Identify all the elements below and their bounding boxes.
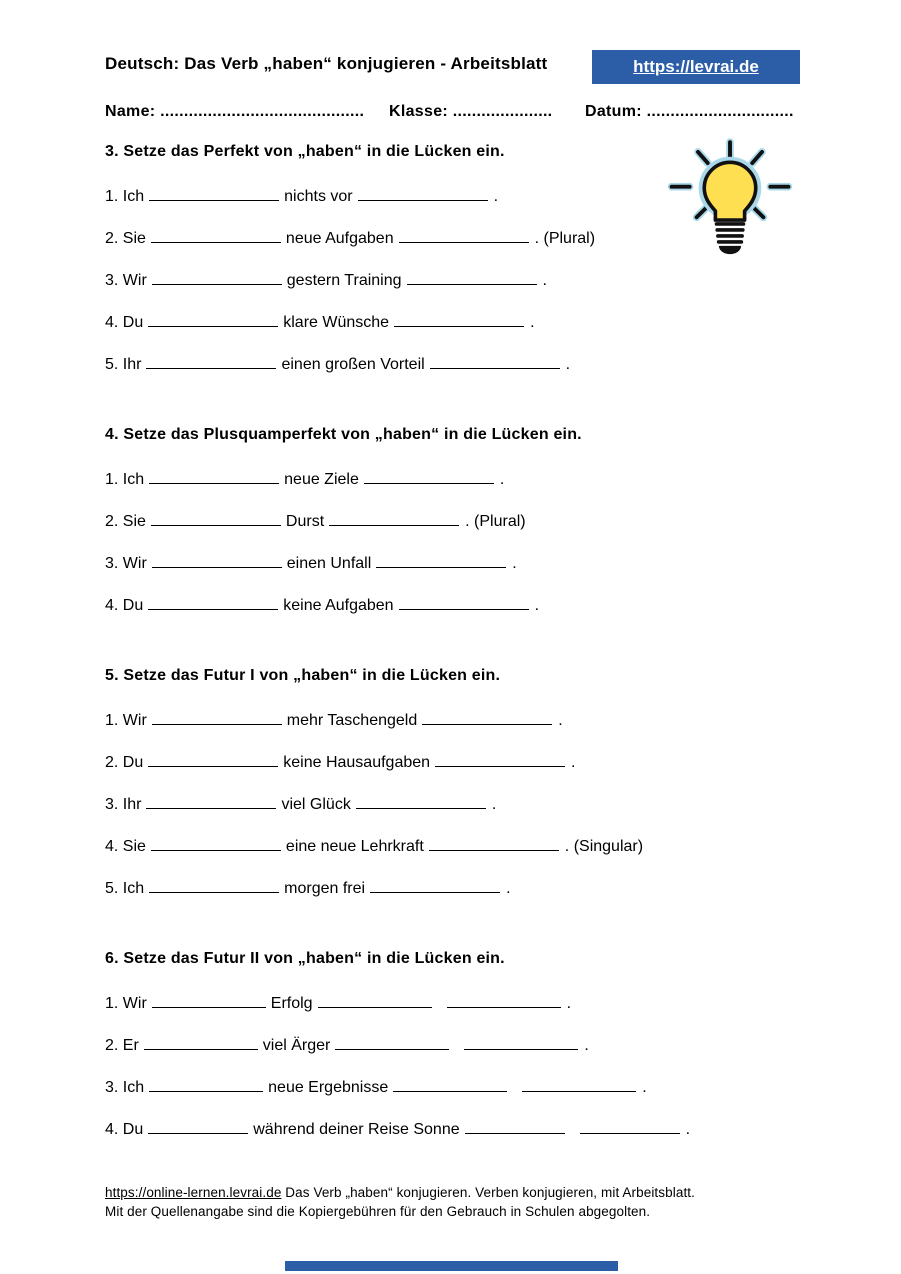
item-object-text: neue Ergebnisse	[268, 1079, 389, 1096]
header-link-box[interactable]	[592, 50, 800, 84]
item-subject: 3. Wir	[105, 555, 147, 572]
item-subject: 5. Ich	[105, 880, 145, 897]
fill-in-blank	[580, 1118, 680, 1134]
section-heading: 5. Setze das Futur I von „haben“ in die Lücken ein.	[105, 667, 501, 684]
item-object-text: Erfolg	[270, 995, 313, 1012]
fill-in-blank	[364, 468, 494, 484]
item-object-text: viel Glück	[281, 796, 351, 813]
item-object-text: neue Aufgaben	[285, 230, 394, 247]
item-end-text: .	[530, 314, 535, 331]
item-subject: 3. Wir	[105, 272, 147, 289]
item-object-text: Durst	[285, 513, 325, 530]
header-link[interactable]: https://levrai.de	[633, 57, 759, 76]
exercise-item	[105, 751, 805, 793]
klasse-field	[389, 103, 552, 121]
exercise-section	[105, 950, 805, 1160]
exercise-section	[105, 426, 805, 636]
klasse-label: Klasse:	[389, 103, 449, 120]
item-end-text: .	[565, 356, 571, 373]
fill-in-blank	[152, 269, 282, 285]
item-end-text: .	[499, 471, 505, 488]
item-subject: 2. Du	[105, 754, 144, 771]
exercise-sections	[105, 143, 805, 1160]
lightbulb-icon	[660, 138, 800, 266]
item-end-text: .	[506, 880, 511, 897]
name-field	[105, 103, 364, 121]
item-subject: 2. Er	[105, 1037, 139, 1054]
exercise-item	[105, 709, 805, 751]
klasse-dotted-line: .....................	[452, 103, 553, 120]
item-object-text: morgen frei	[284, 880, 366, 897]
item-end-text: . (Singular)	[564, 838, 644, 855]
section-heading: 6. Setze das Futur II von „haben“ in die Lücken ein.	[105, 950, 505, 967]
fill-in-blank	[430, 353, 560, 369]
item-end-text: .	[493, 188, 499, 205]
item-subject: 2. Sie	[105, 230, 146, 247]
item-end-text: .	[571, 754, 576, 771]
item-subject: 4. Sie	[105, 838, 146, 855]
fill-in-blank	[399, 227, 529, 243]
exercise-item	[105, 269, 805, 311]
bottom-accent-bar	[285, 1261, 618, 1271]
fill-in-blank	[152, 552, 282, 568]
fill-in-blank	[394, 311, 524, 327]
fill-in-blank	[149, 185, 279, 201]
fill-in-blank	[148, 311, 278, 327]
fill-in-blank	[335, 1034, 449, 1050]
fill-in-blank	[358, 185, 488, 201]
item-subject: 1. Wir	[105, 712, 147, 729]
exercise-item	[105, 793, 805, 835]
exercise-item	[105, 835, 805, 877]
fill-in-blank	[465, 1118, 565, 1134]
fill-in-blank	[144, 1034, 258, 1050]
fill-in-blank	[522, 1076, 636, 1092]
fill-in-blank	[149, 1076, 263, 1092]
item-object-text: keine Hausaufgaben	[283, 754, 431, 771]
exercise-item	[105, 992, 805, 1034]
footer-line1	[105, 1183, 825, 1202]
fill-in-blank	[393, 1076, 507, 1092]
exercise-item	[105, 1034, 805, 1076]
item-object-text: viel Ärger	[262, 1037, 331, 1054]
exercise-item	[105, 877, 805, 919]
exercise-section	[105, 667, 805, 919]
item-end-text: .	[584, 1037, 589, 1054]
fill-in-blank	[148, 594, 278, 610]
fill-in-blank	[152, 992, 266, 1008]
item-subject: 3. Ich	[105, 1079, 145, 1096]
item-object-text: gestern Training	[286, 272, 402, 289]
student-info-row	[0, 103, 901, 127]
fill-in-blank	[435, 751, 565, 767]
item-subject: 5. Ihr	[105, 356, 142, 373]
item-object-text: keine Aufgaben	[283, 597, 394, 614]
fill-in-blank	[376, 552, 506, 568]
fill-in-blank	[464, 1034, 578, 1050]
footer	[105, 1183, 825, 1221]
item-subject: 4. Du	[105, 1121, 144, 1138]
item-object-text: während deiner Reise Sonne	[253, 1121, 460, 1138]
exercise-item	[105, 468, 805, 510]
exercise-item	[105, 1076, 805, 1118]
datum-label: Datum:	[585, 103, 642, 120]
item-object-text: mehr Taschengeld	[286, 712, 418, 729]
datum-dotted-line: ...............................	[646, 103, 794, 120]
item-object-text: eine neue Lehrkraft	[285, 838, 424, 855]
item-object-text: neue Ziele	[284, 471, 359, 488]
exercise-item	[105, 311, 805, 353]
fill-in-blank	[149, 877, 279, 893]
page-title: Deutsch: Das Verb „haben“ konjugieren - Arbeitsblatt	[105, 54, 548, 73]
exercise-item	[105, 552, 805, 594]
fill-in-blank	[146, 353, 276, 369]
item-end-text: . (Plural)	[534, 230, 596, 247]
item-end-text: .	[558, 712, 563, 729]
fill-in-blank	[318, 992, 432, 1008]
section-heading: 4. Setze das Plusquamperfekt von „haben“ in die Lücken ein.	[105, 426, 582, 443]
item-end-text: .	[566, 995, 572, 1012]
item-end-text: . (Plural)	[465, 513, 526, 530]
fill-in-blank	[146, 793, 276, 809]
name-label: Name:	[105, 103, 156, 120]
footer-line2: Mit der Quellenangabe sind die Kopiergebühren für den Gebrauch in Schulen abgegolten.	[105, 1204, 651, 1219]
fill-in-blank	[148, 1118, 248, 1134]
exercise-item	[105, 1118, 805, 1160]
fill-in-blank	[370, 877, 500, 893]
item-subject: 3. Ihr	[105, 796, 142, 813]
item-end-text: .	[512, 555, 517, 572]
name-dotted-line: ...........................................	[160, 103, 365, 120]
item-subject: 1. Ich	[105, 471, 145, 488]
fill-in-blank	[329, 510, 459, 526]
footer-line1-text: Das Verb „haben“ konjugieren. Verben konjugieren, mit Arbeitsblatt.	[281, 1185, 695, 1200]
fill-in-blank	[151, 835, 281, 851]
item-subject: 2. Sie	[105, 513, 146, 530]
fill-in-blank	[399, 594, 529, 610]
fill-in-blank	[356, 793, 486, 809]
item-subject: 4. Du	[105, 597, 144, 614]
item-subject: 1. Ich	[105, 188, 145, 205]
fill-in-blank	[152, 709, 282, 725]
item-object-text: einen Unfall	[286, 555, 372, 572]
fill-in-blank	[407, 269, 537, 285]
datum-field	[585, 103, 794, 121]
fill-in-blank	[422, 709, 552, 725]
item-end-text: .	[642, 1079, 647, 1096]
exercise-item	[105, 594, 805, 636]
fill-in-blank	[447, 992, 561, 1008]
fill-in-blank	[149, 468, 279, 484]
item-subject: 4. Du	[105, 314, 144, 331]
fill-in-blank	[429, 835, 559, 851]
item-object-text: einen großen Vorteil	[281, 356, 425, 373]
item-subject: 1. Wir	[105, 995, 147, 1012]
fill-in-blank	[151, 227, 281, 243]
fill-in-blank	[151, 510, 281, 526]
item-object-text: nichts vor	[284, 188, 353, 205]
exercise-item	[105, 353, 805, 395]
footer-link[interactable]: https://online-lernen.levrai.de	[105, 1185, 282, 1200]
section-heading: 3. Setze das Perfekt von „haben“ in die Lücken ein.	[105, 143, 505, 160]
item-end-text: .	[685, 1121, 691, 1138]
item-end-text: .	[542, 272, 547, 289]
exercise-item	[105, 510, 805, 552]
item-end-text: .	[491, 796, 497, 813]
fill-in-blank	[148, 751, 278, 767]
item-object-text: klare Wünsche	[283, 314, 390, 331]
item-end-text: .	[534, 597, 540, 614]
